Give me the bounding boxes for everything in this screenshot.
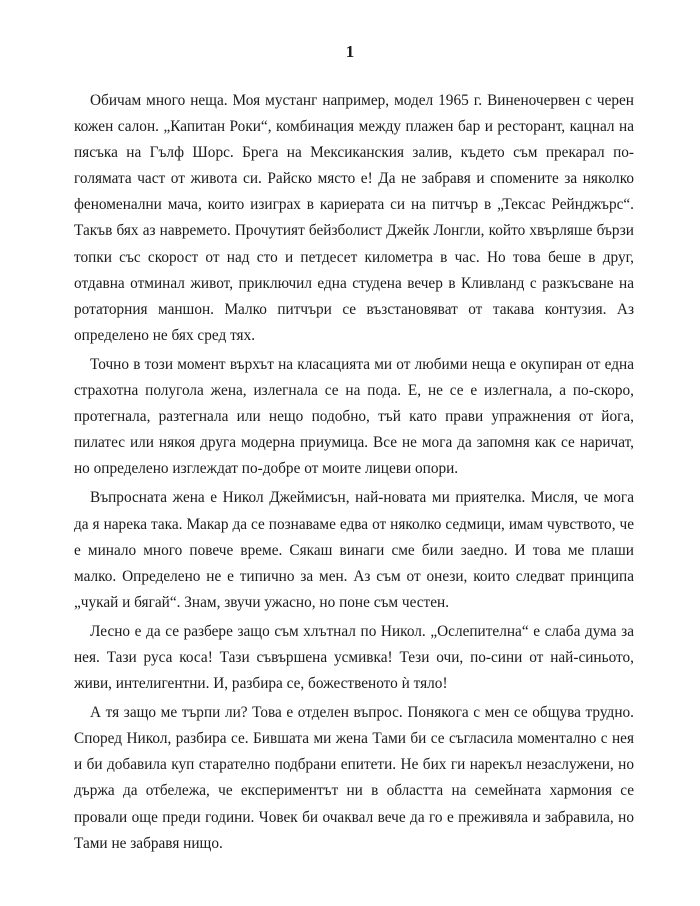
paragraph: Лесно е да се разбере защо съм хлътнал по Никол. „Ослепителна“ е слаба дума за нея. Тази руса коса! Тази съвършена усмивка! Тези очи, по-сини от най-синьото, живи, интелигентни. И, разбира се, божественото ѝ тяло! <box>74 622 634 693</box>
paragraph: Въпросната жена е Никол Джеймисън, най-новата ми приятелка. Мисля, че мога да я нарека така. Макар да се познаваме едва от няколко седмици, имам чувството, че е минало много повече време. Сякаш винаги сме били заедно. И това ме плаши малко. Определено не е типично за мен. Аз съм от онези, които следват принципа „чукай и бягай“. Знам, звучи ужасно, но поне съм честен. <box>74 489 634 611</box>
paragraph: Точно в този момент върхът на класацията ми от любими неща е окупиран от една страхотна полугола жена, излегнала се на пода. Е, не се е излегнала, а по-скоро, протегнала, разтегнала или нещо подобно, тъй като прави упражнения от йога, пилатес или някоя друга модерна приумица. Все не мога да запомня как се наричат, но определено изглеждат по-добре от моите лицеви опори. <box>74 355 634 478</box>
paragraph: А тя защо ме търпи ли? Това е отделен въпрос. Понякога с мен се общува трудно. Според Никол, разбира се. Бившата ми жена Тами би се съгласила моментално с нея и би добавила куп старателно подбрани епитети. Не бих ги нарекъл незаслужени, но държа да отбележа, че експериментът ни в областта на семейната хармония се провали още преди години. Човек би очаквал вече да го е преживяла и забравила, но Тами не забравя нищо. <box>74 704 634 852</box>
paragraph: Обичам много неща. Моя мустанг например, модел 1965 г. Виненочервен с черен кожен салон. „Капитан Роки“, комбинация между плажен бар и ресторант, кацнал на пясъка на Гълф Шорс. Брега на Мексиканския залив, където съм прекарал по-голямата част от живота си. Райско място е! Да не забравя и спомените за няколко феноменални мача, които изиграх в кариерата си на питчър в „Тексас Рейнджърс“. Такъв бях аз навремето. Прочутият бейзболист Джейк Лонгли, който хвърляше бързи топки със скорост от над сто и петдесет километра в час. Но това беше в друг, отдавна отминал живот, приключил една студена вечер в Кливланд с разкъсване на ротаторния маншон. Малко питчъри се възстановяват от такава контузия. Аз определено не бях сред тях. <box>74 92 634 344</box>
chapter-body <box>74 88 634 860</box>
chapter-number: 1 <box>345 42 355 61</box>
